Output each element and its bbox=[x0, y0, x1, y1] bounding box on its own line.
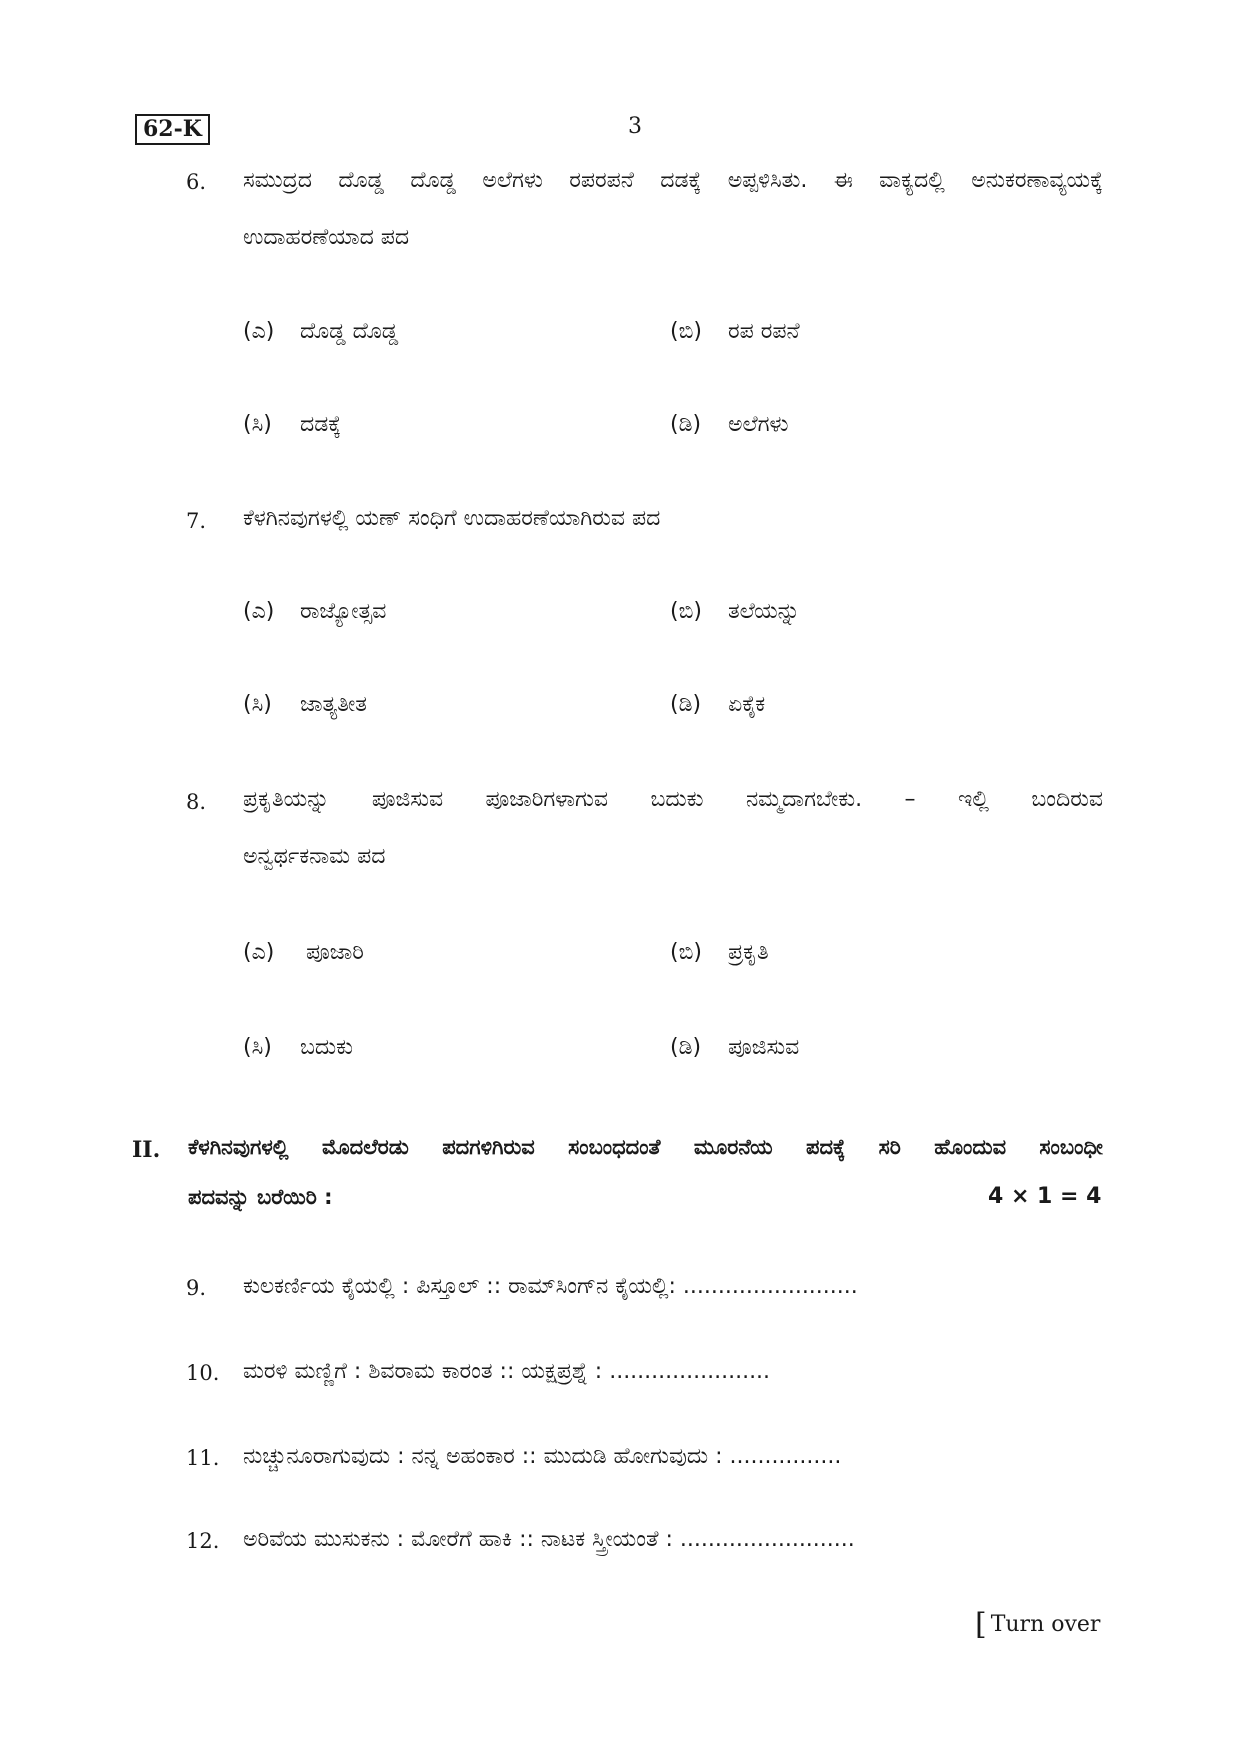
page-number: 3 bbox=[628, 114, 642, 139]
option-label: (ಡಿ) bbox=[670, 1035, 702, 1060]
option-text: ಪೂಜಿಸುವ bbox=[728, 1035, 800, 1060]
option-text: ತಲೆಯನ್ನು bbox=[728, 599, 800, 624]
question-text-cont: ಉದಾಹರಣೆಯಾದ ಪದ bbox=[243, 225, 410, 250]
question-number: 7. bbox=[186, 509, 207, 533]
analogy-text: ನುಚ್ಚುನೂರಾಗುವುದು : ನನ್ನ ಅಹಂಕಾರ :: ಮುದುಡಿ ಹೋಗುವುದು : ................ bbox=[243, 1444, 842, 1469]
question-number: 11. bbox=[186, 1446, 220, 1470]
option-text: ಪೂಜಾರಿ bbox=[306, 940, 364, 965]
option-text: ಪ್ರಕೃತಿ bbox=[728, 940, 769, 965]
section-label: II. bbox=[132, 1137, 161, 1163]
option-label: (ಡಿ) bbox=[670, 692, 702, 717]
option-label: (ಎ) bbox=[243, 319, 275, 344]
paper-code: 62-K bbox=[135, 114, 210, 145]
option-label: (ಡಿ) bbox=[670, 412, 702, 437]
question-number: 9. bbox=[186, 1276, 207, 1300]
option-label: (ಸಿ) bbox=[243, 692, 272, 717]
option-text: ರಪ ರಪನೆ bbox=[728, 319, 800, 344]
question-number: 6. bbox=[186, 170, 207, 194]
analogy-text: ಕುಲಕರ್ಣಿಯ ಕೈಯಲ್ಲಿ : ಪಿಸ್ತೂಲ್ :: ರಾಮ್‌ಸಿಂಗ್‌ನ ಕೈಯಲ್ಲಿ: ......................... bbox=[243, 1274, 858, 1299]
question-number: 10. bbox=[186, 1361, 220, 1385]
question-text-cont: ಅನ್ವರ್ಥಕನಾಮ ಪದ bbox=[243, 844, 386, 869]
question-text: ಪ್ರಕೃತಿಯನ್ನು ಪೂಜಿಸುವ ಪೂಜಾರಿಗಳಾಗುವ ಬದುಕು ನಮ್ಮದಾಗಬೇಕು. – ಇಲ್ಲಿ ಬಂದಿರುವ bbox=[243, 787, 1103, 812]
question-number: 8. bbox=[186, 790, 207, 814]
option-label: (ಸಿ) bbox=[243, 1035, 272, 1060]
section-instruction: ಕೆಳಗಿನವುಗಳಲ್ಲಿ ಮೊದಲೆರಡು ಪದಗಳಿಗಿರುವ ಸಂಬಂಧದಂತೆ ಮೂರನೆಯ ಪದಕ್ಕೆ ಸರಿ ಹೊಂದುವ ಸಂಬಂಧೀ bbox=[188, 1135, 1103, 1159]
analogy-text: ಅರಿವೆಯ ಮುಸುಕನು : ಮೋರೆಗೆ ಹಾಕಿ :: ನಾಟಕ ಸ್ತ್ರೀಯಂತೆ : ......................... bbox=[243, 1527, 855, 1552]
option-label: (ಬಿ) bbox=[670, 940, 702, 965]
option-text: ರಾಜ್ಯೋತ್ಸವ bbox=[300, 599, 387, 624]
option-label: (ಬಿ) bbox=[670, 319, 702, 344]
bracket-mark: [ bbox=[975, 1607, 987, 1642]
option-label: (ಎ) bbox=[243, 599, 275, 624]
turn-over-note bbox=[975, 1608, 1100, 1642]
option-text: ಬದುಕು bbox=[300, 1035, 353, 1060]
turn-over-text: Turn over bbox=[990, 1612, 1101, 1637]
question-number: 12. bbox=[186, 1529, 220, 1553]
option-label: (ಸಿ) bbox=[243, 412, 272, 437]
section-instruction-cont: ಪದವನ್ನು ಬರೆಯಿರಿ : bbox=[188, 1185, 333, 1209]
question-text: ಸಮುದ್ರದ ದೊಡ್ಡ ದೊಡ್ಡ ಅಲೆಗಳು ರಪರಪನೆ ದಡಕ್ಕೆ ಅಪ್ಪಳಿಸಿತು. ಈ ವಾಕ್ಯದಲ್ಲಿ ಅನುಕರಣಾವ್ಯಯಕ್ಕೆ bbox=[243, 168, 1103, 193]
section-marks: 4 × 1 = 4 bbox=[988, 1184, 1102, 1209]
option-label: (ಬಿ) bbox=[670, 599, 702, 624]
option-text: ಜಾತ್ಯತೀತ bbox=[300, 692, 367, 717]
option-text: ದೊಡ್ಡ ದೊಡ್ಡ bbox=[300, 319, 399, 344]
question-text: ಕೆಳಗಿನವುಗಳಲ್ಲಿ ಯಣ್ ಸಂಧಿಗೆ ಉದಾಹರಣೆಯಾಗಿರುವ ಪದ bbox=[243, 506, 661, 531]
option-text: ದಡಕ್ಕೆ bbox=[300, 412, 342, 437]
option-text: ಏಕೈಕ bbox=[728, 692, 766, 717]
option-label: (ಎ) bbox=[243, 940, 275, 965]
option-text: ಅಲೆಗಳು bbox=[728, 412, 789, 437]
analogy-text: ಮರಳಿ ಮಣ್ಣಿಗೆ : ಶಿವರಾಮ ಕಾರಂತ :: ಯಕ್ಷಪ್ರಶ್ನೆ : ....................... bbox=[243, 1359, 771, 1384]
